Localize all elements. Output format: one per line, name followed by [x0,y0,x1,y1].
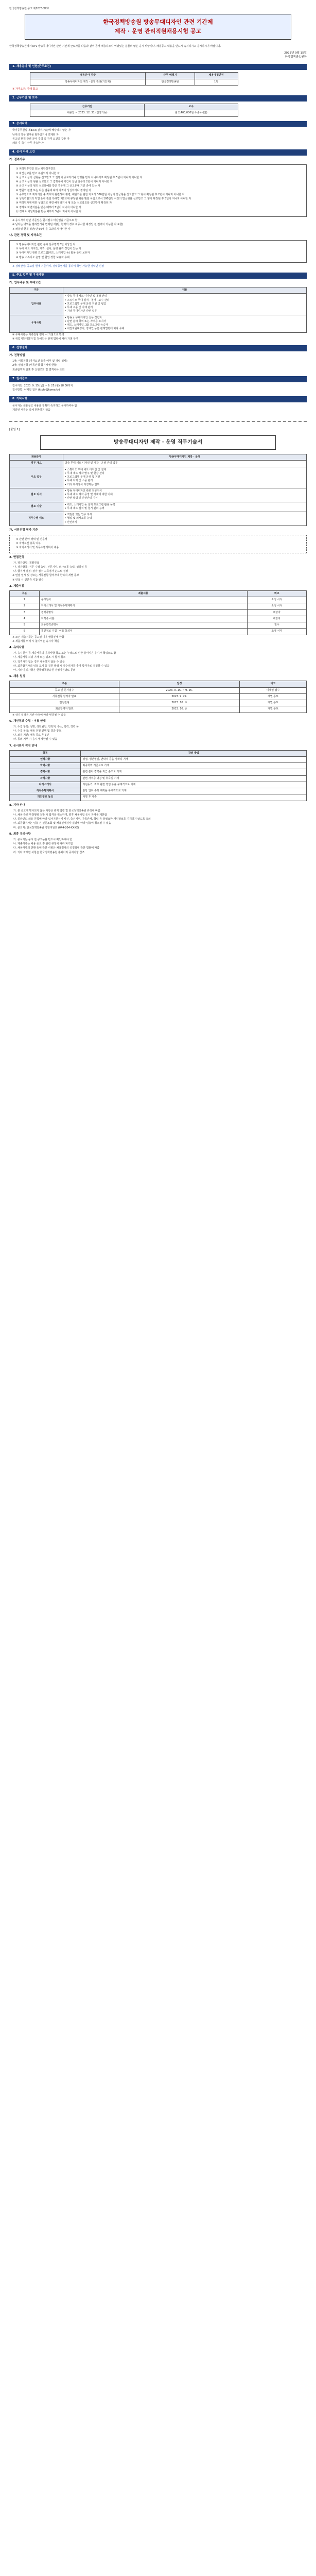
table-cell: 최종학력증명서 [39,622,247,629]
table-row [10,756,307,762]
list-item: 남자의 경우 병역을 필하였거나 면제된 자 [12,133,59,137]
list-item: 마. 기타 문의사항은 한국정책방송원 경영지원과로 문의 [13,669,76,672]
table-row [10,315,307,332]
sign-date: 2023년 9월 15일 [284,52,307,55]
list-item: 다. 합격자 결정: 평가 점수 고득점자 순으로 결정 [13,570,68,573]
table-cell: 개별 통보 [239,706,306,713]
list-item: ⑥ 법원의 판결 또는 다른 법률에 따라 자격이 상실되거나 정지된 자 [16,189,91,192]
table-row [10,629,307,635]
table-header: 채용분야 [10,454,63,461]
note-text: ※ 남자는 병역을 필하였거나 면제된 자(단, 현역의 경우 최종시험 예정일 전 전역이 가능한 자 포함) [12,223,124,227]
list-item: ② 자격요건 충족 여부 [16,542,41,546]
list-item: 나. 제출서류 허위 기재 또는 위조 시 합격 취소 [13,656,66,659]
list-item: ② 파산선고를 받고 복권되지 아니한 자 [16,172,60,175]
table-cell: 우대사항 [10,315,63,332]
table-header: 방송무대디자인 제작 · 운영 [63,454,306,461]
list-item: 접수방법: 이메일 접수 (ktvhr@korea.kr) [12,388,60,392]
note-text: ※ 면접 일시 및 장소는 서류전형 합격자에 한하여 개별 통보 [12,574,79,578]
table-cell: 해당자 [247,616,306,622]
table-cell: 공고 및 원서접수 [10,687,119,693]
list-item: 가. 본 공고에 명시되지 않은 사항은 관계 법령 및 한국정책방송원 규정에 따름 [13,809,100,812]
table-cell: 5 [10,622,40,629]
note-text: ※ 응시자격 판단 기준일은 원서접수 마감일을 기준으로 함 [12,219,78,223]
table-row [10,693,307,700]
list-item: 나. 수집 목적: 채용 전형 진행 및 결과 통보 [13,729,62,733]
list-item: 나. 평가항목: 직무 수행 능력, 전문지식, 의사소통 능력, 성실성 등 [13,565,87,569]
table-cell: 경력증명서 [39,609,247,616]
table-cell: • 방송국 무대디자인 실무 경험자 • 관련 분야 학위 또는 자격증 소지자 • 캐드, 스케치업, 3D 프로그램 능숙자 • 취업지원대상자, 장애인 등은 관계법령에 따라 우대 [63,315,306,332]
table-cell: 4 [10,616,40,622]
table-cell: 관련 분야 경력을 최근 순으로 기재 [81,769,307,775]
table-header: 내용 [63,287,306,294]
list-item: ④ 금고 이상의 형을 선고받고 그 집행유예 기간이 끝난 날부터 2년이 지나지 아니한 자 [16,180,113,184]
subsection-title: 9. 최종 유의사항 [9,832,31,836]
list-item: ② 무대 세트 디자인, 제작, 설치, 운영 관리 경험이 있는 자 [16,247,81,251]
list-item: 마. 문의처: 한국정책방송원 경영지원과 (044-204-XXXX) [13,826,79,829]
note-text: ※ 면접 시 신분증 지참 필수 [12,578,44,582]
table-row [10,706,307,713]
list-item: 응시자는 채용공고 내용을 정확히 숙지하고 응시하여야 함 [12,404,77,408]
table-row [10,467,307,488]
table-row [10,609,307,616]
list-item: 라. 최종합격자는 임용 전 신원조회 및 채용신체검사 결과에 따라 임용이 취소될 수 있음 [13,822,111,825]
list-item: 공고일 현재 관련 분야 경력 및 자격 요건을 갖춘 자 [12,137,69,141]
table-cell: 업무내용 [10,294,63,315]
requirements-box [9,240,307,263]
list-item: 다. 블라인드 채용 원칙에 따라 입사지원서에 사진, 출신지역, 가족관계, 학력 등 불필요한 개인정보를 기재하지 않도록 유의 [13,818,151,821]
table-header: 작성 방법 [81,750,307,756]
duty-table [9,287,307,333]
table-cell: 월 2,400,000원 수준 (세전) [144,110,238,116]
table-row [10,488,307,502]
subsection-title: 3. 제출서류 [9,584,25,588]
list-item: 라. 동의 거부 시 응시가 제한될 수 있음 [13,738,58,741]
title-line-2: 제작 · 운영 관리직원채용시험 공고 [114,28,202,35]
list-item: 가. 응시자는 응시 전 공고문을 반드시 확인하여야 함 [13,838,73,841]
table-cell: • 캐드, 스케치업 등 설계 프로그램 활용 능력 • 무대 세트 설치 및 철거 관리 능력 [63,502,306,512]
section-3-title: 3. 응시자격 [9,121,307,127]
list-item: 다. 채용서류의 반환 등에 관한 사항은 채용절차의 공정화에 관한 법률에 따름 [13,846,100,850]
table-cell: 필요 기술 [10,502,63,512]
table-cell: 한국정책방송원 [146,79,195,85]
list-item: ⑪ 징계로 해임처분을 받은 때부터 3년이 지나지 아니한 자 [16,210,82,213]
table-row [10,700,307,706]
table-header: 항목 [10,750,81,756]
signature [9,52,307,60]
table-cell: 개별 통보 [239,700,306,706]
table-cell: 2023. 9. 15. ~ 9. 25. [119,687,240,693]
subsection-title: 가. 업무내용 및 우대요건 [9,281,41,285]
final-lines [9,838,307,855]
table-cell: 개인정보 동의 [10,794,81,801]
section-1-title: 1. 채용분야 및 인원(근무조건) [9,64,307,70]
table-row [10,687,307,693]
subsection-title: 8. 기타 안내 [9,803,25,807]
table-header: 보수 [144,104,238,110]
list-item: 최종합격자 발표 후 신원조회 및 결격사유 조회 [12,368,65,371]
attachment-label: [붙임 1] [9,428,20,431]
table-cell: 최종합격자 발표 [10,706,119,713]
table-cell: 1 [10,597,40,603]
table-header: 비고 [247,590,306,597]
list-item: 채용 후 즉시 근무 가능한 자 [12,142,44,145]
table-cell: 방송 무대 세트 디자인 및 제작 · 운영 관리 업무 [63,461,306,467]
list-item: 접수기간: 2023. 9. 15.(금) ~ 9. 25.(월) 18:00까지 [12,384,73,387]
list-item: ⑦ 공무원으로 재직기간 중 직무와 관련하여 횡령, 배임죄를 범한 자로서 300만원 이상의 벌금형을 선고받고 그 형이 확정된 후 2년이 지나지 아니한 자 [16,193,185,196]
doc-label: 한국정책방송원 공고 제2023-XX호 [9,7,49,10]
table-row [10,512,307,526]
list-item: ① 방송무대디자인 관련 분야 실무경력 3년 이상인 자 [16,243,76,246]
table-row [10,616,307,622]
note-text: ※ 우대사항은 서류전형 평가 시 가점으로 반영 [12,333,64,336]
section-8-title: 8. 기타사항 [9,396,307,402]
list-item: ③ 금고 이상의 실형을 선고받고 그 집행이 종료되거나 집행을 받지 아니하기로 확정된 후 5년이 지나지 아니한 자 [16,176,143,179]
table-cell: 개별 통보 [239,693,306,700]
note-text: ※ 경력산정: 공고일 현재 기준이며, 경력증명서를 통하여 확인 가능한 경력만 인정 [12,264,104,268]
table-cell: 자격증 사본 [39,616,247,622]
table-cell: 직무수행 태도 [10,512,63,526]
table-cell: 이메일 접수 [239,687,306,693]
table-row [30,79,238,85]
list-item: 라. 최종합격자의 임용 포기 등 결원 발생 시 차순위자를 추가 합격자로 결정할 수 있음 [13,664,110,668]
table-cell: 성명, 생년월일, 연락처 등을 정확히 기재 [81,756,307,762]
subsection-title: 가. 결격사유 [9,158,25,162]
table-cell: 해당자 [247,609,306,616]
recruit-table [30,72,238,86]
table-header: 채용분야 직급 [30,73,146,79]
list-item: ① 피성년후견인 또는 피한정후견인 [16,167,56,171]
table-header: 일정 [119,681,240,687]
list-item: ⑧ 성폭력범죄의 처벌 등에 관한 특례법 제2조에 규정된 죄를 범한 사람으로서 100만원 이상의 벌금형을 선고받고 그 형이 확정된 후 3년이 지나지 아니한 자 [16,197,191,201]
table-row [10,782,307,788]
subsection-title: 나. 관련 경력 및 자격요건 [9,233,42,237]
table-row [30,110,238,116]
note-text: ※ 취업지원대상자 및 장애인은 관계 법령에 따라 가점 부여 [12,337,78,341]
section-2-title: 2. 근무기간 및 보수 [9,95,307,101]
table-cell: 1명 [195,79,238,85]
table-cell: 서명 후 제출 [81,794,307,801]
table-cell: 소정 서식 [247,597,306,603]
table-row [10,763,307,769]
table-cell: 인적사항 [10,756,81,762]
list-item: ④ 방송 스튜디오 운영 및 협업 경험 보유자 우대 [16,256,70,259]
table-header: 구분 [10,681,119,687]
table-cell: 자격사항 [10,775,81,782]
table-header: 근무 예정지 [146,73,195,79]
list-item: 2차: 면접전형 (서류전형 합격자에 한함) [12,364,58,367]
table-row [10,502,307,512]
table-row [10,769,307,775]
section-5-title: 5. 주요 업무 및 우대사항 [9,273,307,279]
table-row [10,603,307,609]
section-7-title: 7. 원서접수 [9,376,307,382]
table-cell: 응시원서 [39,597,247,603]
subsection-title: 가. 전형방법 [9,354,25,358]
table-cell: 소정 서식 [247,603,306,609]
table-cell: 주요 업무 [10,467,63,488]
table-cell: 소정 서식 [247,629,306,635]
list-item: ⑤ 금고 이상의 형의 선고유예를 받은 경우에 그 선고유예 기간 중에 있는 자 [16,184,100,188]
list-item: 가. 수집 항목: 성명, 생년월일, 연락처, 주소, 학력, 경력 등 [13,725,79,728]
table-row [10,788,307,794]
table-cell: 3 [10,609,40,616]
table-row [10,597,307,603]
list-item: ③ 자기소개서 및 직무수행계획서 내용 [16,546,59,550]
table-cell: 직무수행계획서 [10,788,81,794]
list-item: ⑨ 미성년자에 대한 성범죄로 파면·해임되거나 형 또는 치료감호를 선고받아 확정된 자 [16,201,112,205]
schedule-table [9,681,307,713]
table-cell: 자기소개서 [10,782,81,788]
table-cell: 학력사항 [10,763,81,769]
notice-page [0,0,316,866]
caution-lines [9,652,307,672]
list-item: ⑩ 징계로 파면처분을 받은 때부터 5년이 지나지 아니한 자 [16,206,81,209]
list-item: 제출된 서류는 일체 반환하지 않음 [12,409,50,412]
other-lines [9,809,307,830]
list-item: ① 관련 분야 경력 및 전문성 [16,537,47,541]
table-header: 비고 [239,681,306,687]
table-cell: 개인정보 수집 · 이용 동의서 [39,629,247,635]
table-cell: 필수 [247,622,306,629]
table-cell: 면접전형 [10,700,119,706]
subsection-title: 6. 개인정보 수집 · 이용 안내 [9,719,46,723]
table-row [10,622,307,629]
title-line-1: 한국정책방송원 방송무대디자인 관련 기간제 [103,19,213,26]
sign-org: 한국정책방송원장 [285,56,307,59]
list-item: ③ 무대디자인 관련 프로그램(캐드, 스케치업 등) 활용 능력 보유자 [16,251,90,255]
attachment-title: 방송무대디자인 제작 · 운영 직무기술서 [40,435,276,450]
table-cell: • 책임감 있는 업무 자세 • 협업 및 의사소통 능력 • 안전의식 [63,512,306,526]
table-header: 채용예정인원 [195,73,238,79]
criteria-box [9,535,307,553]
table-cell: 2 [10,603,40,609]
period-table [30,104,238,117]
table-cell: 담당 업무 수행 계획을 구체적으로 기재 [81,788,307,794]
table-cell: 필요 지식 [10,488,63,502]
table-header: 구분 [10,590,40,597]
section-1-note: ※ 자격요건: 아래 참고 [12,87,38,91]
note-text: ※ 상기 일정은 기관 사정에 따라 변경될 수 있음 [12,713,66,717]
list-item: 나. 제출서류는 채용 종료 후 관련 규정에 따라 파기함 [13,842,73,846]
note-text: ※ 모든 제출서류는 공고일 이후 발급분에 한함 [12,635,64,639]
disqualification-box [9,164,307,217]
note-text: ※ 채용일 현재 정년(만 60세)을 초과하지 아니한 자 [12,227,71,231]
table-row [10,794,307,801]
table-cell: 서류전형 합격자 발표 [10,693,119,700]
job-description-table [9,454,307,526]
section-4-title: 4. 응시 자격 요건 [9,149,307,156]
list-item: 나. 채용 관련 부정행위 적발 시 합격을 취소하며, 향후 채용시험 응시 자격을 제한함 [13,813,107,817]
table-cell: 6 [10,629,40,635]
title-box [25,14,291,40]
table-cell: 지원동기, 직무 관련 경험 등을 구체적으로 기재 [81,782,307,788]
table-cell: 방송무대디자인 제작 · 운영 관리(기간제) [30,79,146,85]
table-cell: 2023. 10. 중 [119,706,240,713]
table-row [10,294,307,315]
subsection-title: 4. 유의사항 [9,646,25,650]
form-guide-table [9,750,307,801]
list-item: 라. 기타 자세한 사항은 한국정책방송원 홈페이지 공지사항 참조 [13,851,85,854]
list-item: 다. 보유 기간: 채용 종료 후 3년 [13,734,49,737]
list-item: 다. 적격자가 없는 경우 채용하지 않을 수 있음 [13,660,65,664]
table-cell: 직무 개요 [10,461,63,467]
list-item: 가. 평가방법: 개별면접 [13,561,39,565]
privacy-lines [9,725,307,742]
subsection-title: 2. 면접전형 [9,555,25,559]
table-cell: • 방송 무대디자인 관련 전문지식 • 무대 세트 제작 공정 및 자재에 대한 이해 • 관련 법령 및 안전관리 지식 [63,488,306,502]
table-header: 제출서류 [39,590,247,597]
subsection-title: 7. 응시원서 작성 안내 [9,744,38,748]
subsection-title: 5. 채용 일정 [9,675,25,679]
list-item: 국가공무원법 제33조(결격사유)에 해당하지 않는 자 [12,129,71,132]
section-6-title: 6. 전형절차 [9,345,307,351]
list-item: 가. 응시원서 등 제출서류의 기재사항 착오 또는 누락으로 인한 불이익은 응시자 책임으로 함 [13,652,116,655]
table-cell: 최종학력 기준으로 기재 [81,763,307,769]
table-cell: 자기소개서 및 직무수행계획서 [39,603,247,609]
table-header: 근무기간 [30,104,145,110]
table-cell: 관련 자격증 명칭 및 취득일 기재 [81,775,307,782]
table-cell: • 스튜디오 무대 세트 디자인 및 설계 • 무대 세트 제작 발주 및 현장 관리 • 프로그램별 무대 운영 및 지원 • 무대 자재 및 소품 관리 • 기타 부서장이 지정하는 업무 [63,467,306,488]
intro-text: 한국정책방송원에서 KTV 방송무대디자인 관련 기간제 근로자를 다음과 같이 공개 채용하오니 역량있는 분들의 많은 응시 바랍니다. 채용공고 내용을 반드시 숙지하시고 응시하시기 바랍니다. [9,45,221,48]
table-cell: 채용일 ~ 2023. 12. 31.(연장가능) [30,110,145,116]
table-cell: • 방송 무대 세트 디자인 및 제작 관리 • 스튜디오 무대 설치 · 철거 · 보수 관리 • 프로그램별 무대 운영 지원 및 협업 • 무대 소품 및 자재 관리 • 기타 무대디자인 관련 업무 [63,294,306,315]
table-cell: 2023. 9. 27. [119,693,240,700]
table-row [10,461,307,467]
list-item: 1차: 서류전형 (자격요건 충족 여부 및 경력 심사) [12,360,67,363]
table-cell: 경력사항 [10,769,81,775]
table-cell: 2023. 10. 초 [119,700,240,706]
interview-lines [9,562,307,574]
table-header: 구분 [10,287,63,294]
documents-table [9,590,307,635]
note-text: ※ 제출서류 미비 시 불이익은 응시자 책임 [12,639,60,643]
table-row [10,775,307,782]
subsection-title: 가. 서류전형 평가 기준 [9,528,38,532]
divider [9,421,307,422]
